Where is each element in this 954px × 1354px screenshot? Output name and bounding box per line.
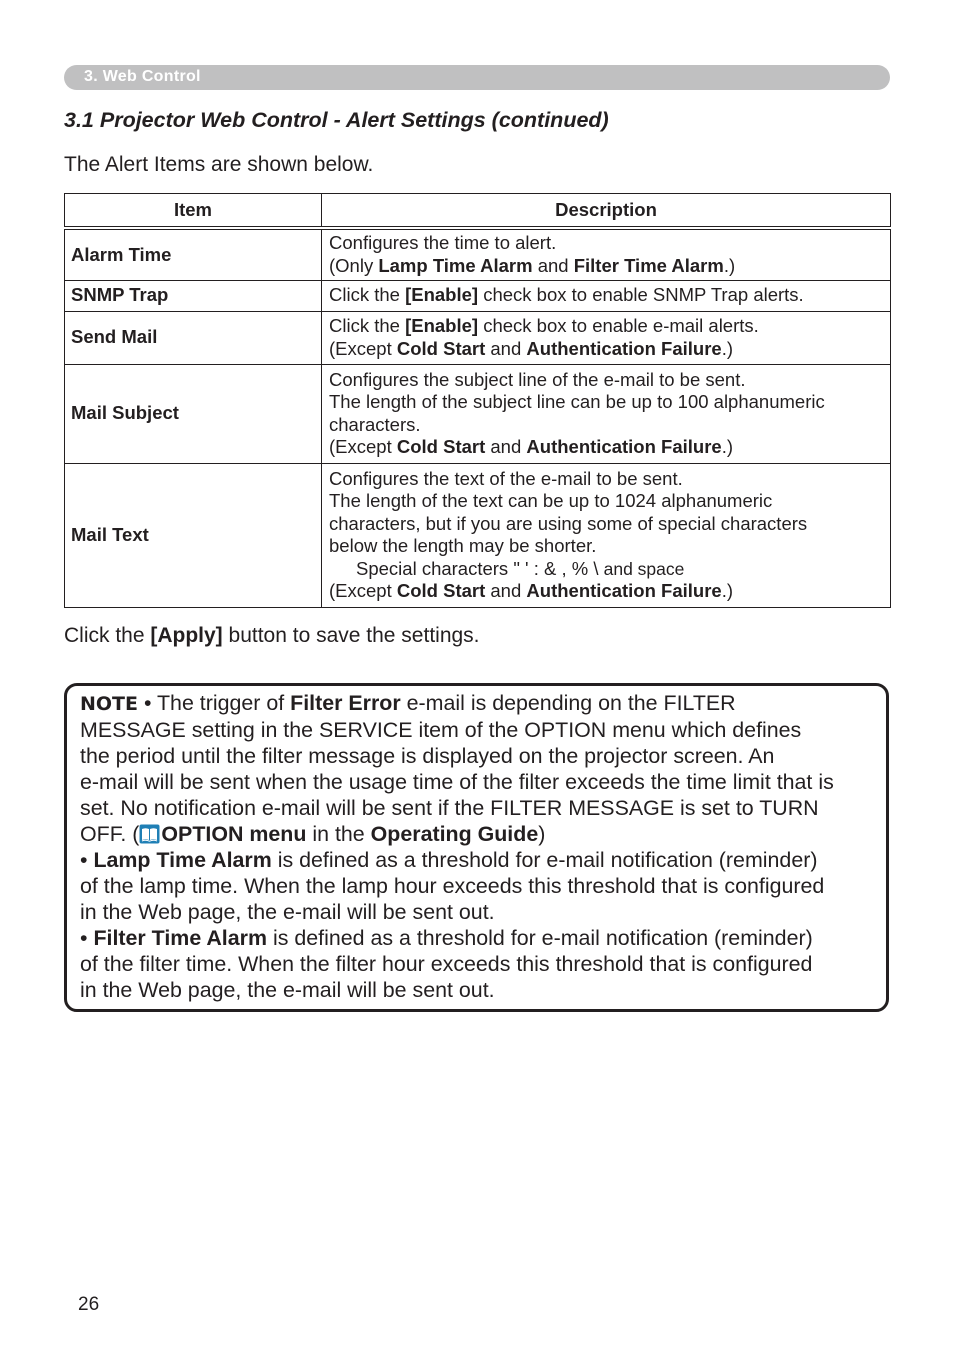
- chapter-header-bar: [64, 65, 890, 90]
- description-line: characters.: [329, 413, 421, 435]
- description-line: characters, but if you are using some of special characters: [329, 512, 808, 534]
- note-text: [80, 690, 880, 1003]
- description-line: (Only Lamp Time Alarm and Filter Time Alarm.): [329, 254, 736, 276]
- row-description: [322, 463, 891, 607]
- table-header-row: [65, 194, 891, 229]
- section-title: 3.1 Projector Web Control - Alert Settings (continued): [64, 108, 609, 132]
- row-item: Alarm Time: [65, 228, 322, 280]
- alert-items-table: [64, 193, 891, 608]
- description-line: Configures the subject line of the e-mail to be sent.: [329, 368, 746, 390]
- description-line: (Except Cold Start and Authentication Failure.): [329, 436, 734, 457]
- description-line: The length of the text can be up to 1024 alphanumeric: [329, 490, 773, 511]
- table-row: [65, 311, 891, 364]
- note-line: • Filter Time Alarm is defined as a threshold for e-mail notification (reminder): [80, 926, 813, 950]
- description-line: Click the [Enable] check box to enable e-mail alerts.: [329, 315, 759, 336]
- table-row: [65, 463, 891, 607]
- description-line: The length of the subject line can be up to 100 alphanumeric: [329, 391, 825, 412]
- note-line: of the lamp time. When the lamp hour exceeds this threshold that is configured: [80, 874, 825, 898]
- row-item: Send Mail: [65, 311, 322, 364]
- note-line: MESSAGE setting in the SERVICE item of the OPTION menu which defines: [80, 718, 802, 742]
- column-header-item: Item: [65, 194, 322, 229]
- intro-text: The Alert Items are shown below.: [64, 153, 374, 176]
- book-reference-icon: [139, 824, 160, 844]
- row-description: [322, 311, 891, 364]
- note-label: NOTE: [80, 693, 138, 715]
- row-item: Mail Subject: [65, 364, 322, 463]
- row-description: [322, 228, 891, 280]
- table-row: [65, 364, 891, 463]
- apply-instruction: Click the [Apply] button to save the settings.: [64, 624, 480, 647]
- row-description: [322, 280, 891, 311]
- description-line: below the length may be shorter.: [329, 535, 597, 556]
- description-line: Configures the text of the e-mail to be sent.: [329, 467, 683, 489]
- note-line: OFF. ( OPTION menu in the Operating Guide): [80, 822, 546, 846]
- note-line: NOTE • The trigger of Filter Error e-mail is depending on the FILTER: [80, 691, 736, 715]
- row-description: [322, 364, 891, 463]
- chapter-header-label: 3. Web Control: [84, 68, 201, 85]
- special-characters-line: Special characters " ' : & , % \ and space: [356, 557, 685, 579]
- note-line: in the Web page, the e-mail will be sent out.: [80, 978, 495, 1002]
- description-line: (Except Cold Start and Authentication Failure.): [329, 580, 734, 601]
- table-row: [65, 228, 891, 280]
- note-line: set. No notification e-mail will be sent if the FILTER MESSAGE is set to TURN: [80, 796, 819, 820]
- description-line: Click the [Enable] check box to enable SNMP Trap alerts.: [329, 284, 804, 306]
- description-line: (Except Cold Start and Authentication Failure.): [329, 337, 734, 359]
- note-line: of the filter time. When the filter hour exceeds this threshold that is configured: [80, 952, 813, 976]
- column-header-description: Description: [322, 194, 891, 229]
- note-line: the period until the filter message is displayed on the projector screen. An: [80, 744, 775, 768]
- table-row: [65, 280, 891, 311]
- note-box: [64, 683, 889, 1012]
- row-item: SNMP Trap: [65, 280, 322, 311]
- row-item: Mail Text: [65, 463, 322, 607]
- note-line: e-mail will be sent when the usage time of the filter exceeds the time limit that is: [80, 770, 834, 794]
- note-line: • Lamp Time Alarm is defined as a threshold for e-mail notification (reminder): [80, 848, 818, 872]
- description-line: Configures the time to alert.: [329, 232, 557, 254]
- note-line: in the Web page, the e-mail will be sent out.: [80, 900, 495, 924]
- page-number: 26: [78, 1294, 100, 1315]
